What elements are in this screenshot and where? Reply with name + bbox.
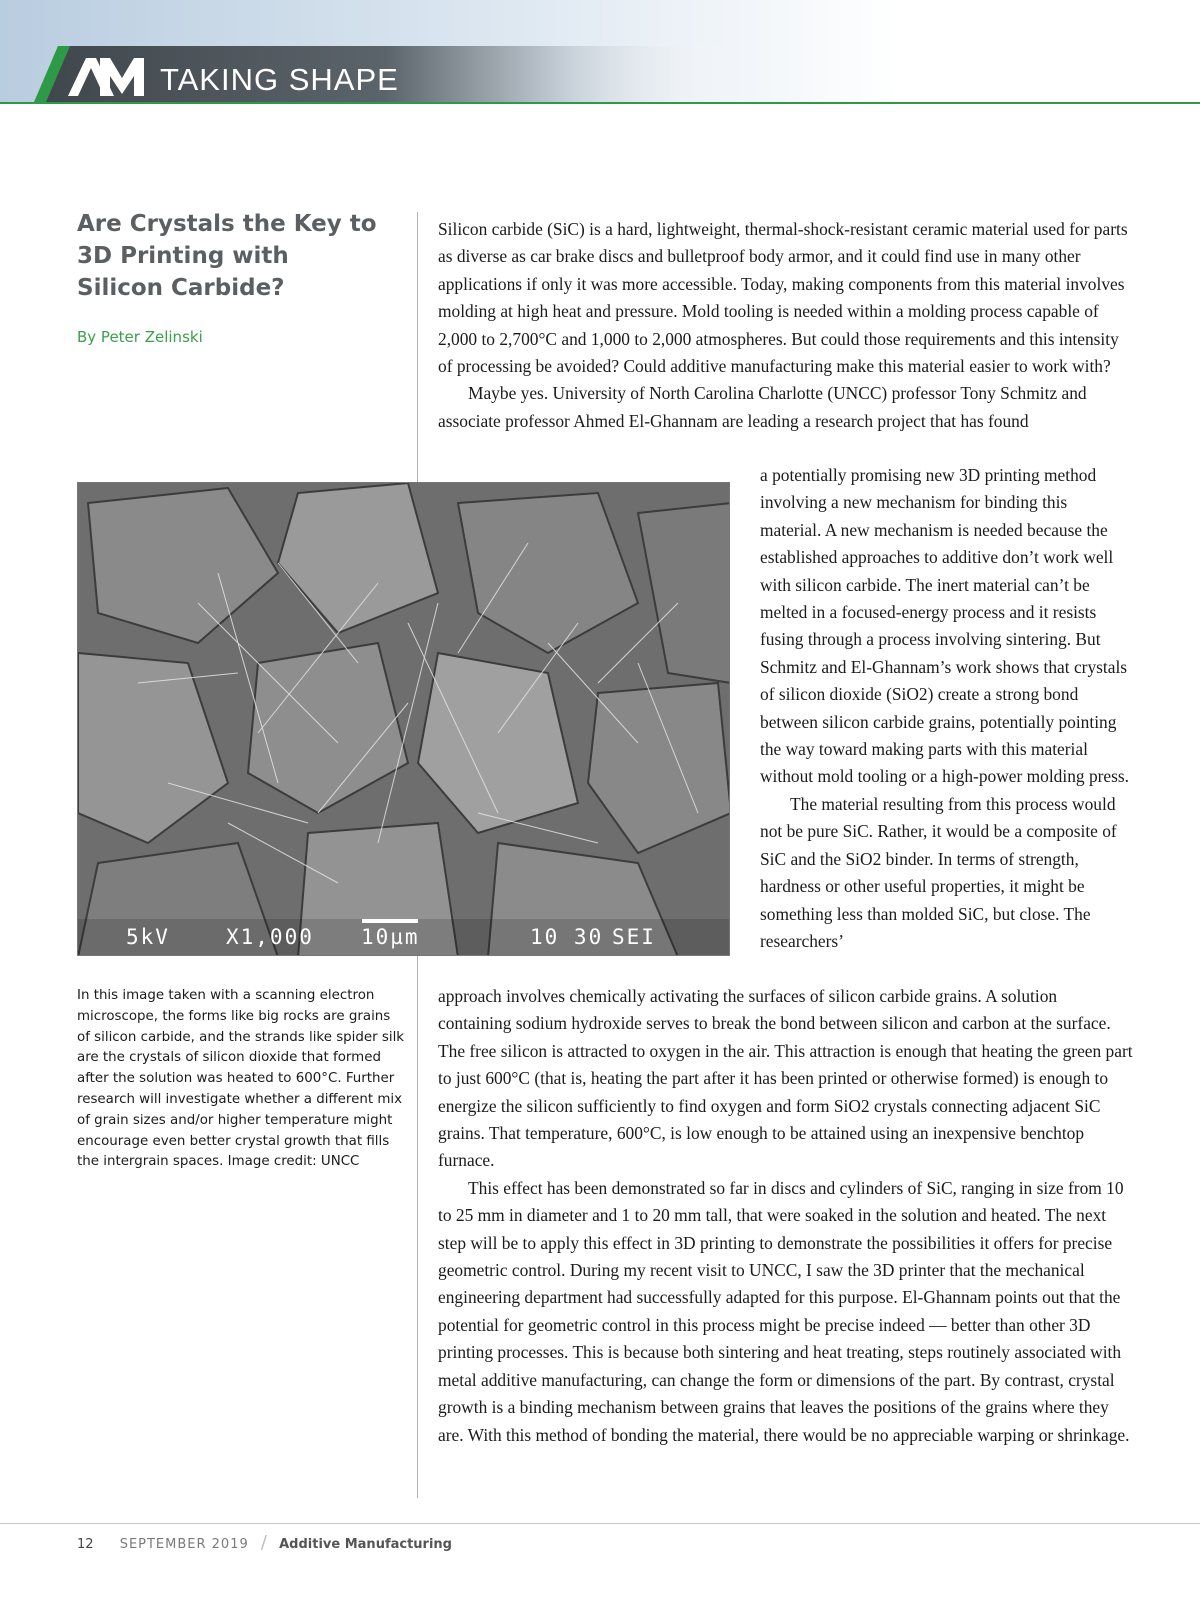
am-logo [34, 48, 154, 102]
paragraph: Maybe yes. University of North Carolina Charlotte (UNCC) professor Tony Schmitz and associate professor Ahmed El-Ghannam are leading a research project that has found [438, 383, 1087, 431]
issue-date: SEPTEMBER 2019 [119, 1537, 249, 1552]
publication-name: Additive Manufacturing [279, 1537, 452, 1552]
footer-rule [0, 1523, 1200, 1524]
sem-voltage: 5kV [126, 925, 170, 949]
svg-text:AM: AM [34, 48, 36, 49]
paragraph: approach involves chemically activating the surfaces of silicon carbide grains. A solution containing sodium hydroxide serves to break the bond between silicon and carbon at the surface. The free silicon is attracted to oxygen in the air. This attraction is enough that heating the green part to just 600°C (that is, heating the part after it has been printed or otherwise formed) is enough to energize the silicon sufficiently to find oxygen and form SiO2 crystals connecting adjacent SiC grains. That temperature, 600°C, is low enough to be attained using an inexpensive benchtop furnace. [438, 986, 1133, 1171]
page-header [0, 0, 1200, 104]
paragraph: Silicon carbide (SiC) is a hard, lightweight, thermal-shock-resistant ceramic material used for parts as diverse as car brake discs and bulletproof body armor, and it could find use in many other applications if only it was more accessible. Today, making components from this material involves molding at high heat and pressure. Mold tooling is needed within a molding process capable of 2,000 to 2,700°C and 1,000 to 2,000 atmospheres. But could those requirements and this intensity of processing be avoided? Could additive manufacturing make this material easier to work with? [438, 219, 1128, 377]
page-footer [77, 1532, 452, 1553]
figure-caption: In this image taken with a scanning electron microscope, the forms like big rocks are grains of silicon carbide, and the strands like spider silk are the crystals of silicon dioxide that formed after the solution was heated to 600°C. Further research will investigate whether a different mix of grain sizes and/or higher temperature might encourage even better crystal growth that fills the intergrain spaces. Image credit: UNCC [77, 988, 405, 1170]
sem-scale-bar [362, 919, 418, 923]
footer-separator: / [260, 1532, 267, 1553]
byline: By Peter Zelinski [77, 328, 203, 346]
header-rule [0, 102, 1200, 104]
body-column-bottom [438, 983, 1133, 1449]
sem-detector: SEI [612, 925, 656, 949]
paragraph: a potentially promising new 3D printing method involving a new mechanism for binding this material. A new mechanism is needed because the established approaches to additive don’t work well with silicon carbide. The inert material can’t be melted in a focused-energy process and it resists fusing through a process involving sintering. But Schmitz and El-Ghannam’s work shows that crystals of silicon dioxide (SiO2) create a strong bond between silicon carbide grains, potentially pointing the way toward making parts with this material without mold tooling or a high-power molding press. [760, 465, 1130, 787]
body-column-wrap [760, 462, 1130, 955]
page-number: 12 [77, 1537, 94, 1552]
sem-run: 10 30 [530, 925, 604, 949]
paragraph: This effect has been demonstrated so far in discs and cylinders of SiC, ranging in size from 10 to 25 mm in diameter and 1 to 20 mm tall, that were soaked in the solution and heated. The next step will be to apply this effect in 3D printing to demonstrate the possibilities it offers for precise geometric control. During my recent visit to UNCC, I saw the 3D printer that the mechanical engineering department had successfully adapted for this purpose. El-Ghannam points out that the potential for geometric control in this process might be precise indeed — better than other 3D printing processes. This is because both sintering and heat treating, steps routinely associated with metal additive manufacturing, can change the form or dimensions of the part. By contrast, crystal growth is a binding mechanism between grains that leaves the positions of the grains where they are. With this method of bonding the material, there would be no appreciable warping or shrinkage. [438, 1177, 1130, 1445]
sem-magnification: X1,000 [226, 925, 314, 949]
article-title: Are Crystals the Key to 3D Printing with Silicon Carbide? [77, 211, 377, 301]
sem-scale-label: 10µm [361, 925, 420, 949]
body-column-top [438, 216, 1128, 435]
paragraph: The material resulting from this process would not be pure SiC. Rather, it would be a composite of SiC and the SiO2 binder. In terms of strength, hardness or other useful properties, it might be something less than molded SiC, but close. The researchers’ [760, 793, 1117, 951]
section-title: TAKING SHAPE [160, 62, 399, 97]
sem-micrograph [77, 482, 730, 956]
